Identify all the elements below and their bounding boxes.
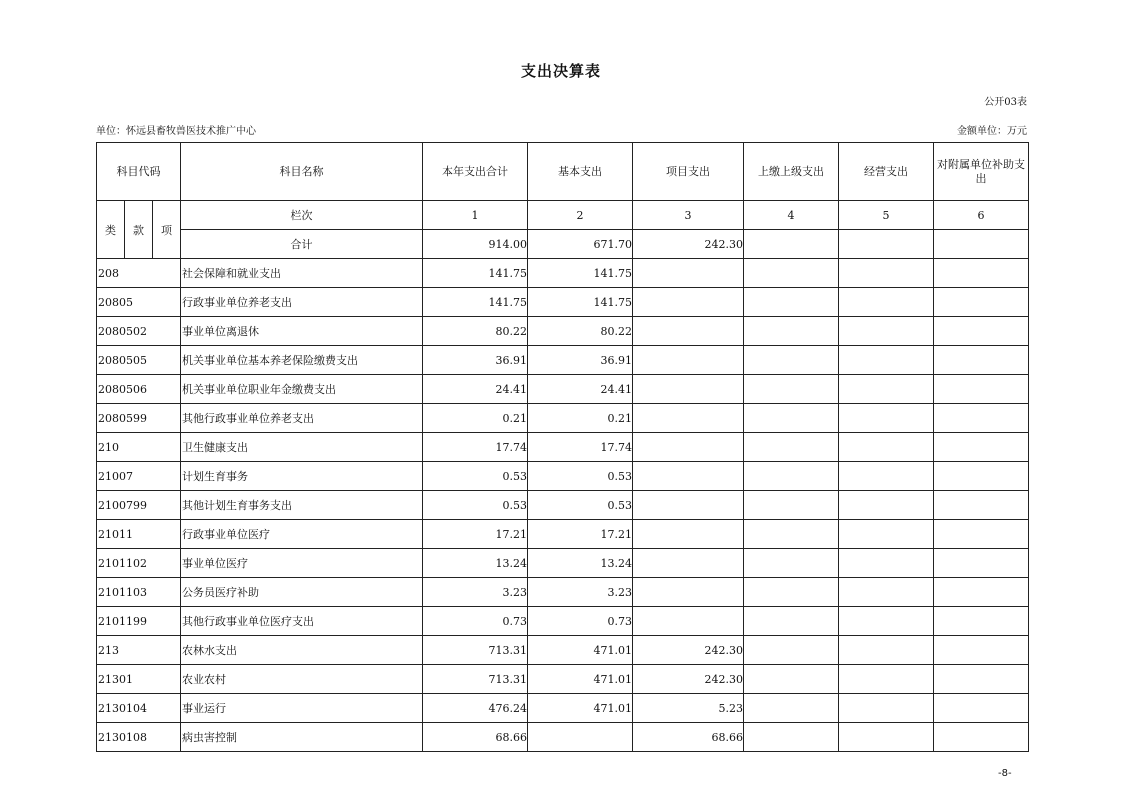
cell-business (839, 578, 934, 607)
cell-subsidiary (934, 433, 1029, 462)
column-index-6: 6 (934, 201, 1029, 230)
subject-code: 21301 (97, 665, 181, 694)
cell-business (839, 694, 934, 723)
column-index-4: 4 (744, 201, 839, 230)
header-xiang: 项 (153, 201, 181, 259)
table-row (97, 433, 1029, 462)
cell-upper (744, 520, 839, 549)
cell-subsidiary (934, 520, 1029, 549)
cell-subsidiary (934, 375, 1029, 404)
cell-basic: 80.22 (528, 317, 633, 346)
cell-total: 141.75 (423, 259, 528, 288)
cell-upper (744, 694, 839, 723)
subject-code: 2080506 (97, 375, 181, 404)
cell-total: 0.53 (423, 491, 528, 520)
cell-basic: 471.01 (528, 636, 633, 665)
total-row (97, 230, 1029, 259)
cell-project: 242.30 (633, 636, 744, 665)
total-label: 合计 (181, 230, 423, 259)
cell-total: 68.66 (423, 723, 528, 752)
header-total-expenditure: 本年支出合计 (423, 143, 528, 201)
subject-code: 2101199 (97, 607, 181, 636)
cell-business (839, 288, 934, 317)
subject-name: 农林水支出 (181, 636, 423, 665)
cell-basic: 3.23 (528, 578, 633, 607)
subject-name: 事业单位医疗 (181, 549, 423, 578)
cell-project (633, 404, 744, 433)
table-row (97, 694, 1029, 723)
subject-name: 行政事业单位医疗 (181, 520, 423, 549)
table-row (97, 549, 1029, 578)
cell-basic: 36.91 (528, 346, 633, 375)
cell-total: 0.21 (423, 404, 528, 433)
cell-subsidiary (934, 723, 1029, 752)
subject-code: 2080502 (97, 317, 181, 346)
subject-name: 计划生育事务 (181, 462, 423, 491)
subject-code: 2080599 (97, 404, 181, 433)
cell-subsidiary (934, 665, 1029, 694)
subject-code: 2130108 (97, 723, 181, 752)
cell-business (839, 723, 934, 752)
subject-code: 2101103 (97, 578, 181, 607)
table-header-row (97, 143, 1029, 201)
cell-project (633, 288, 744, 317)
cell-business (839, 462, 934, 491)
cell-total: 80.22 (423, 317, 528, 346)
cell-project (633, 259, 744, 288)
table-row (97, 375, 1029, 404)
cell-business (839, 317, 934, 346)
cell-total: 713.31 (423, 636, 528, 665)
cell-basic: 0.21 (528, 404, 633, 433)
expenditure-table (96, 142, 1029, 752)
cell-total: 17.21 (423, 520, 528, 549)
header-basic-expenditure: 基本支出 (528, 143, 633, 201)
cell-project: 5.23 (633, 694, 744, 723)
subject-name: 公务员医疗补助 (181, 578, 423, 607)
cell-project: 242.30 (633, 665, 744, 694)
table-row (97, 520, 1029, 549)
cell-total: 24.41 (423, 375, 528, 404)
cell-upper (744, 462, 839, 491)
subject-name: 社会保障和就业支出 (181, 259, 423, 288)
subject-name: 农业农村 (181, 665, 423, 694)
header-subsidiary-subsidy: 对附属单位补助支出 (934, 143, 1029, 201)
cell-subsidiary (934, 317, 1029, 346)
cell-upper (744, 259, 839, 288)
subject-code: 208 (97, 259, 181, 288)
cell-total: 476.24 (423, 694, 528, 723)
cell-upper (744, 723, 839, 752)
total-project: 242.30 (633, 230, 744, 259)
cell-project (633, 346, 744, 375)
cell-basic: 24.41 (528, 375, 633, 404)
subject-name: 机关事业单位基本养老保险缴费支出 (181, 346, 423, 375)
table-row (97, 665, 1029, 694)
form-number: 公开03表 (984, 97, 1027, 108)
page-title: 支出决算表 (520, 62, 601, 80)
cell-basic (528, 723, 633, 752)
cell-total: 13.24 (423, 549, 528, 578)
cell-business (839, 491, 934, 520)
cell-subsidiary (934, 491, 1029, 520)
cell-basic: 471.01 (528, 694, 633, 723)
subject-name: 卫生健康支出 (181, 433, 423, 462)
cell-basic: 0.73 (528, 607, 633, 636)
subject-name: 病虫害控制 (181, 723, 423, 752)
cell-basic: 17.74 (528, 433, 633, 462)
cell-project (633, 462, 744, 491)
subject-code: 20805 (97, 288, 181, 317)
table-row (97, 578, 1029, 607)
table-row (97, 288, 1029, 317)
cell-upper (744, 636, 839, 665)
subject-code: 213 (97, 636, 181, 665)
cell-project (633, 491, 744, 520)
cell-upper (744, 578, 839, 607)
cell-subsidiary (934, 549, 1029, 578)
cell-project (633, 375, 744, 404)
cell-subsidiary (934, 259, 1029, 288)
cell-basic: 13.24 (528, 549, 633, 578)
header-kuan: 款 (125, 201, 153, 259)
subject-name: 事业运行 (181, 694, 423, 723)
total-upper (744, 230, 839, 259)
cell-upper (744, 288, 839, 317)
cell-subsidiary (934, 694, 1029, 723)
cell-subsidiary (934, 578, 1029, 607)
subject-code: 2101102 (97, 549, 181, 578)
cell-upper (744, 404, 839, 433)
total-basic: 671.70 (528, 230, 633, 259)
column-index-2: 2 (528, 201, 633, 230)
subject-code: 2130104 (97, 694, 181, 723)
cell-basic: 141.75 (528, 259, 633, 288)
cell-project (633, 317, 744, 346)
unit-label: 单位：怀远县畜牧兽医技术推广中心 (96, 126, 256, 137)
cell-project (633, 607, 744, 636)
column-index-5: 5 (839, 201, 934, 230)
cell-subsidiary (934, 636, 1029, 665)
subject-name: 其他行政事业单位医疗支出 (181, 607, 423, 636)
header-project-expenditure: 项目支出 (633, 143, 744, 201)
subject-name: 其他计划生育事务支出 (181, 491, 423, 520)
cell-subsidiary (934, 462, 1029, 491)
cell-business (839, 404, 934, 433)
header-upper-level-payment: 上缴上级支出 (744, 143, 839, 201)
cell-business (839, 346, 934, 375)
table-row (97, 607, 1029, 636)
total-business (839, 230, 934, 259)
cell-upper (744, 317, 839, 346)
cell-project (633, 578, 744, 607)
table-row (97, 404, 1029, 433)
cell-project (633, 433, 744, 462)
cell-upper (744, 346, 839, 375)
cell-basic: 17.21 (528, 520, 633, 549)
column-index-3: 3 (633, 201, 744, 230)
subject-code: 21007 (97, 462, 181, 491)
cell-basic: 0.53 (528, 491, 633, 520)
subject-name: 行政事业单位养老支出 (181, 288, 423, 317)
header-subject-code: 科目代码 (97, 143, 181, 201)
cell-business (839, 665, 934, 694)
cell-basic: 0.53 (528, 462, 633, 491)
cell-basic: 471.01 (528, 665, 633, 694)
column-index-1: 1 (423, 201, 528, 230)
amount-unit-label: 金额单位：万元 (957, 126, 1027, 137)
cell-upper (744, 433, 839, 462)
table-row (97, 723, 1029, 752)
cell-project: 68.66 (633, 723, 744, 752)
table-row (97, 259, 1029, 288)
subject-code: 210 (97, 433, 181, 462)
header-business-expenditure: 经营支出 (839, 143, 934, 201)
cell-total: 141.75 (423, 288, 528, 317)
subject-code: 2100799 (97, 491, 181, 520)
cell-basic: 141.75 (528, 288, 633, 317)
cell-upper (744, 665, 839, 694)
cell-business (839, 636, 934, 665)
subject-name: 事业单位离退休 (181, 317, 423, 346)
cell-total: 3.23 (423, 578, 528, 607)
cell-business (839, 433, 934, 462)
subject-code: 21011 (97, 520, 181, 549)
cell-upper (744, 491, 839, 520)
table-row (97, 491, 1029, 520)
cell-total: 0.73 (423, 607, 528, 636)
header-lei: 类 (97, 201, 125, 259)
cell-business (839, 607, 934, 636)
cell-business (839, 520, 934, 549)
subject-name: 机关事业单位职业年金缴费支出 (181, 375, 423, 404)
table-row (97, 346, 1029, 375)
cell-project (633, 520, 744, 549)
cell-subsidiary (934, 346, 1029, 375)
cell-subsidiary (934, 607, 1029, 636)
subject-name: 其他行政事业单位养老支出 (181, 404, 423, 433)
table-row (97, 317, 1029, 346)
cell-total: 713.31 (423, 665, 528, 694)
cell-business (839, 549, 934, 578)
cell-total: 17.74 (423, 433, 528, 462)
cell-project (633, 549, 744, 578)
total-total: 914.00 (423, 230, 528, 259)
cell-business (839, 259, 934, 288)
cell-upper (744, 549, 839, 578)
column-index-label: 栏次 (181, 201, 423, 230)
cell-total: 0.53 (423, 462, 528, 491)
subject-code: 2080505 (97, 346, 181, 375)
cell-subsidiary (934, 288, 1029, 317)
table-row (97, 636, 1029, 665)
page-number: -8- (998, 768, 1012, 779)
header-subject-name: 科目名称 (181, 143, 423, 201)
cell-business (839, 375, 934, 404)
table-row (97, 462, 1029, 491)
cell-upper (744, 375, 839, 404)
cell-total: 36.91 (423, 346, 528, 375)
cell-upper (744, 607, 839, 636)
cell-subsidiary (934, 404, 1029, 433)
column-index-row (97, 201, 1029, 230)
total-subsidiary (934, 230, 1029, 259)
